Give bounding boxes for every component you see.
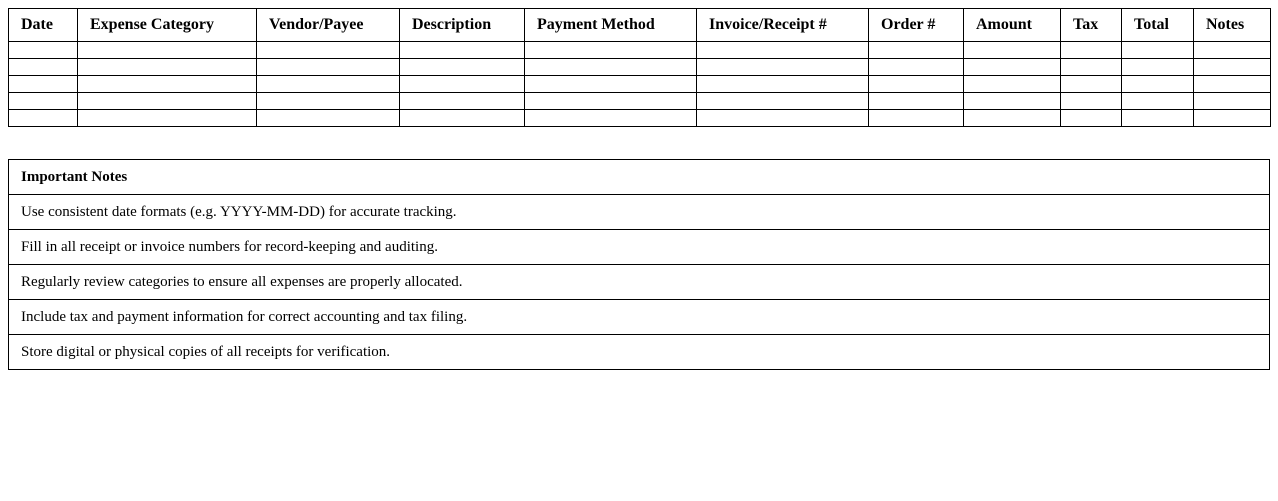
- table-cell[interactable]: [9, 59, 78, 76]
- table-cell[interactable]: [964, 76, 1061, 93]
- table-cell[interactable]: [697, 76, 869, 93]
- table-cell[interactable]: [1122, 42, 1194, 59]
- table-cell[interactable]: [400, 42, 525, 59]
- table-cell[interactable]: [1194, 42, 1271, 59]
- header-notes: Notes: [1194, 9, 1271, 42]
- header-amount: Amount: [964, 9, 1061, 42]
- table-cell[interactable]: [257, 110, 400, 127]
- table-cell[interactable]: [525, 110, 697, 127]
- note-row: [9, 265, 1270, 300]
- header-total: Total: [1122, 9, 1194, 42]
- table-row: [9, 42, 1271, 59]
- table-cell[interactable]: [869, 42, 964, 59]
- notes-table: [8, 159, 1270, 370]
- table-cell[interactable]: [78, 76, 257, 93]
- table-cell[interactable]: [400, 93, 525, 110]
- table-cell[interactable]: [525, 59, 697, 76]
- table-cell[interactable]: [1194, 59, 1271, 76]
- table-cell[interactable]: [525, 93, 697, 110]
- table-cell[interactable]: [9, 93, 78, 110]
- table-cell[interactable]: [1061, 110, 1122, 127]
- table-cell[interactable]: [78, 93, 257, 110]
- table-cell[interactable]: [257, 42, 400, 59]
- table-cell[interactable]: [964, 59, 1061, 76]
- table-row: [9, 93, 1271, 110]
- note-item: Fill in all receipt or invoice numbers for record-keeping and auditing.: [9, 230, 1270, 265]
- table-cell[interactable]: [1194, 93, 1271, 110]
- table-cell[interactable]: [78, 42, 257, 59]
- header-expense-category: Expense Category: [78, 9, 257, 42]
- table-cell[interactable]: [869, 93, 964, 110]
- note-row: [9, 230, 1270, 265]
- table-cell[interactable]: [400, 76, 525, 93]
- table-cell[interactable]: [78, 110, 257, 127]
- note-item: Regularly review categories to ensure all expenses are properly allocated.: [9, 265, 1270, 300]
- table-cell[interactable]: [9, 76, 78, 93]
- table-cell[interactable]: [78, 59, 257, 76]
- table-row: [9, 76, 1271, 93]
- table-cell[interactable]: [525, 76, 697, 93]
- table-cell[interactable]: [869, 110, 964, 127]
- table-row: [9, 59, 1271, 76]
- header-payment-method: Payment Method: [525, 9, 697, 42]
- note-row: [9, 195, 1270, 230]
- table-cell[interactable]: [525, 42, 697, 59]
- notes-title: Important Notes: [9, 160, 1270, 195]
- table-cell[interactable]: [964, 42, 1061, 59]
- table-row: [9, 110, 1271, 127]
- header-date: Date: [9, 9, 78, 42]
- table-cell[interactable]: [9, 110, 78, 127]
- notes-title-row: [9, 160, 1270, 195]
- table-cell[interactable]: [1122, 59, 1194, 76]
- table-cell[interactable]: [697, 93, 869, 110]
- note-row: [9, 335, 1270, 370]
- table-cell[interactable]: [400, 110, 525, 127]
- table-cell[interactable]: [1061, 42, 1122, 59]
- table-cell[interactable]: [1122, 76, 1194, 93]
- header-description: Description: [400, 9, 525, 42]
- header-vendor-payee: Vendor/Payee: [257, 9, 400, 42]
- table-cell[interactable]: [869, 59, 964, 76]
- table-cell[interactable]: [1194, 76, 1271, 93]
- expense-table-body: [9, 42, 1271, 127]
- note-item: Include tax and payment information for correct accounting and tax filing.: [9, 300, 1270, 335]
- table-cell[interactable]: [257, 93, 400, 110]
- table-cell[interactable]: [1122, 93, 1194, 110]
- table-cell[interactable]: [1061, 59, 1122, 76]
- expense-table: [8, 8, 1271, 127]
- note-row: [9, 300, 1270, 335]
- header-invoice-receipt: Invoice/Receipt #: [697, 9, 869, 42]
- table-cell[interactable]: [400, 59, 525, 76]
- table-cell[interactable]: [1194, 110, 1271, 127]
- table-cell[interactable]: [964, 110, 1061, 127]
- table-cell[interactable]: [964, 93, 1061, 110]
- table-cell[interactable]: [257, 76, 400, 93]
- header-row: [9, 9, 1271, 42]
- table-cell[interactable]: [697, 59, 869, 76]
- table-cell[interactable]: [1061, 93, 1122, 110]
- table-cell[interactable]: [1122, 110, 1194, 127]
- table-cell[interactable]: [9, 42, 78, 59]
- note-item: Store digital or physical copies of all receipts for verification.: [9, 335, 1270, 370]
- table-cell[interactable]: [869, 76, 964, 93]
- table-cell[interactable]: [1061, 76, 1122, 93]
- table-cell[interactable]: [697, 42, 869, 59]
- header-tax: Tax: [1061, 9, 1122, 42]
- note-item: Use consistent date formats (e.g. YYYY-MM-DD) for accurate tracking.: [9, 195, 1270, 230]
- table-cell[interactable]: [257, 59, 400, 76]
- table-cell[interactable]: [697, 110, 869, 127]
- header-order: Order #: [869, 9, 964, 42]
